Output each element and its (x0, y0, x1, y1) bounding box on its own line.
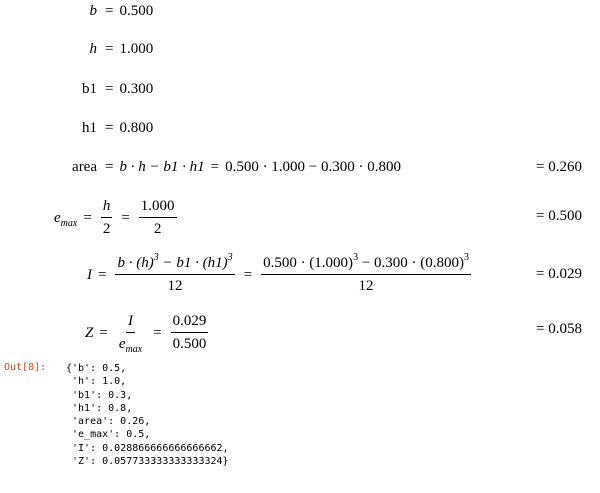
value-b: 0.500 (119, 3, 154, 19)
equals-sign: = (153, 324, 162, 341)
I-numeric-fraction: $\frac{0.500 \cdot (1.000)^3 - 0.300 \cdot (0.800)^3}{12}$ (263, 252, 470, 294)
symbol-I: I (87, 266, 92, 283)
emax-numeric-fraction: $\frac{1.000}{2}$ (140, 198, 175, 237)
I-symbolic-fraction: $\frac{b \cdot (h)^3 - b1 \cdot (h1)^3}{12}$ (117, 252, 233, 294)
value-b1: 0.300 (119, 81, 154, 97)
equation-area (0, 160, 600, 178)
Z-symbolic-fraction: $\frac{I}{e_{max}}$ (118, 313, 143, 355)
symbol-area: area (72, 159, 97, 175)
equals-sign: = (98, 266, 107, 283)
emax-result: = 0.500 (536, 208, 582, 224)
emax-symbolic-fraction: $\frac{h}{2}$ (102, 198, 111, 237)
equals-sign: = (121, 209, 130, 226)
symbol-h: h (89, 41, 97, 57)
equation-I (0, 254, 600, 296)
area-numeric: 0.500 · 1.000 − 0.300 · 0.800 (225, 159, 402, 175)
equals-sign: = (105, 120, 114, 136)
value-h: 1.000 (119, 41, 154, 57)
area-result: = 0.260 (536, 159, 582, 175)
equals-sign: = (105, 81, 114, 97)
symbol-b1: b1 (82, 81, 97, 97)
Z-result: = 0.058 (536, 321, 582, 337)
symbol-h1: h1 (82, 120, 97, 136)
equals-sign: = (105, 159, 114, 175)
I-result: = 0.029 (536, 266, 582, 282)
equation-h1 (0, 121, 600, 139)
equals-sign: = (83, 209, 92, 226)
symbol-emax: $e_{max}$ (54, 209, 78, 229)
area-symbolic: b · h − b1 · h1 (119, 159, 205, 175)
symbol-Z: Z (85, 324, 94, 341)
Z-numeric-fraction: $\frac{0.029}{0.500}$ (172, 313, 207, 352)
equals-sign: = (99, 324, 108, 341)
symbol-b: b (89, 3, 97, 19)
equation-emax (0, 198, 600, 238)
equation-Z (0, 312, 600, 354)
equation-b (0, 4, 600, 22)
equation-b1 (0, 82, 600, 100)
value-h1: 0.800 (119, 120, 154, 136)
output-dict-text: {'b': 0.5, 'h': 1.0, 'b1': 0.3, 'h1': 0.8, 'area': 0.26, 'e_max': 0.5, 'I': 0.028866666666666662, 'Z': 0.057733333333333324} (66, 363, 229, 468)
equals-sign: = (105, 41, 114, 57)
equation-h (0, 42, 600, 60)
output-prompt: Out[8]: (4, 362, 47, 373)
equals-sign: = (243, 266, 253, 283)
equals-sign: = (210, 159, 220, 175)
equals-sign: = (105, 3, 114, 19)
